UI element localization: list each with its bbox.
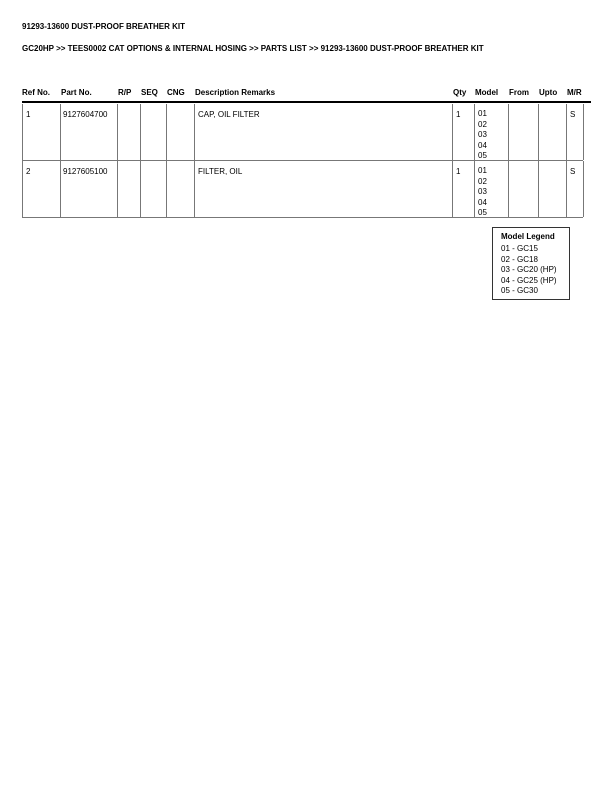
- header-description: Description Remarks: [195, 88, 276, 97]
- header-seq: SEQ: [141, 88, 158, 97]
- parts-table: [22, 104, 583, 218]
- cell-part-no: 9127605100: [63, 167, 108, 176]
- legend-item: 02 - GC18: [501, 254, 538, 264]
- header-ref-no: Ref No.: [22, 88, 50, 97]
- cell-ref-no: 2: [26, 167, 31, 176]
- cell-mr: S: [570, 110, 576, 119]
- cell-ref-no: 1: [26, 110, 31, 119]
- header-cng: CNG: [167, 88, 185, 97]
- header-qty: Qty: [453, 88, 467, 97]
- header-part-no: Part No.: [61, 88, 92, 97]
- breadcrumb: GC20HP >> TEES0002 CAT OPTIONS & INTERNAL HOSING >> PARTS LIST >> 91293-13600 DUST-PROOF BREATHER KIT: [22, 44, 484, 53]
- header-upto: Upto: [539, 88, 558, 97]
- header-mr: M/R: [567, 88, 582, 97]
- cell-qty: 1: [456, 110, 461, 119]
- cell-qty: 1: [456, 167, 461, 176]
- cell-description: FILTER, OIL: [198, 167, 243, 176]
- cell-mr: S: [570, 167, 576, 176]
- legend-item: 05 - GC30: [501, 286, 538, 295]
- document-title: 91293-13600 DUST-PROOF BREATHER KIT: [22, 22, 186, 31]
- table-row: [22, 161, 583, 218]
- cell-description: CAP, OIL FILTER: [198, 110, 260, 119]
- model-legend: [492, 227, 570, 300]
- table-row: [22, 104, 583, 161]
- legend-title: Model Legend: [501, 232, 555, 241]
- cell-models: 01 02 03 04 05: [478, 166, 487, 217]
- cell-models: 01 02 03 04 05: [478, 109, 487, 160]
- header-divider: [22, 101, 591, 103]
- cell-part-no: 9127604700: [63, 110, 108, 119]
- header-from: From: [509, 88, 529, 97]
- legend-item: 03 - GC20 (HP): [501, 265, 557, 274]
- header-rp: R/P: [118, 88, 132, 97]
- legend-item: 01 - GC15: [501, 244, 538, 253]
- header-model: Model: [475, 88, 499, 97]
- legend-item: 04 - GC25 (HP): [501, 275, 557, 285]
